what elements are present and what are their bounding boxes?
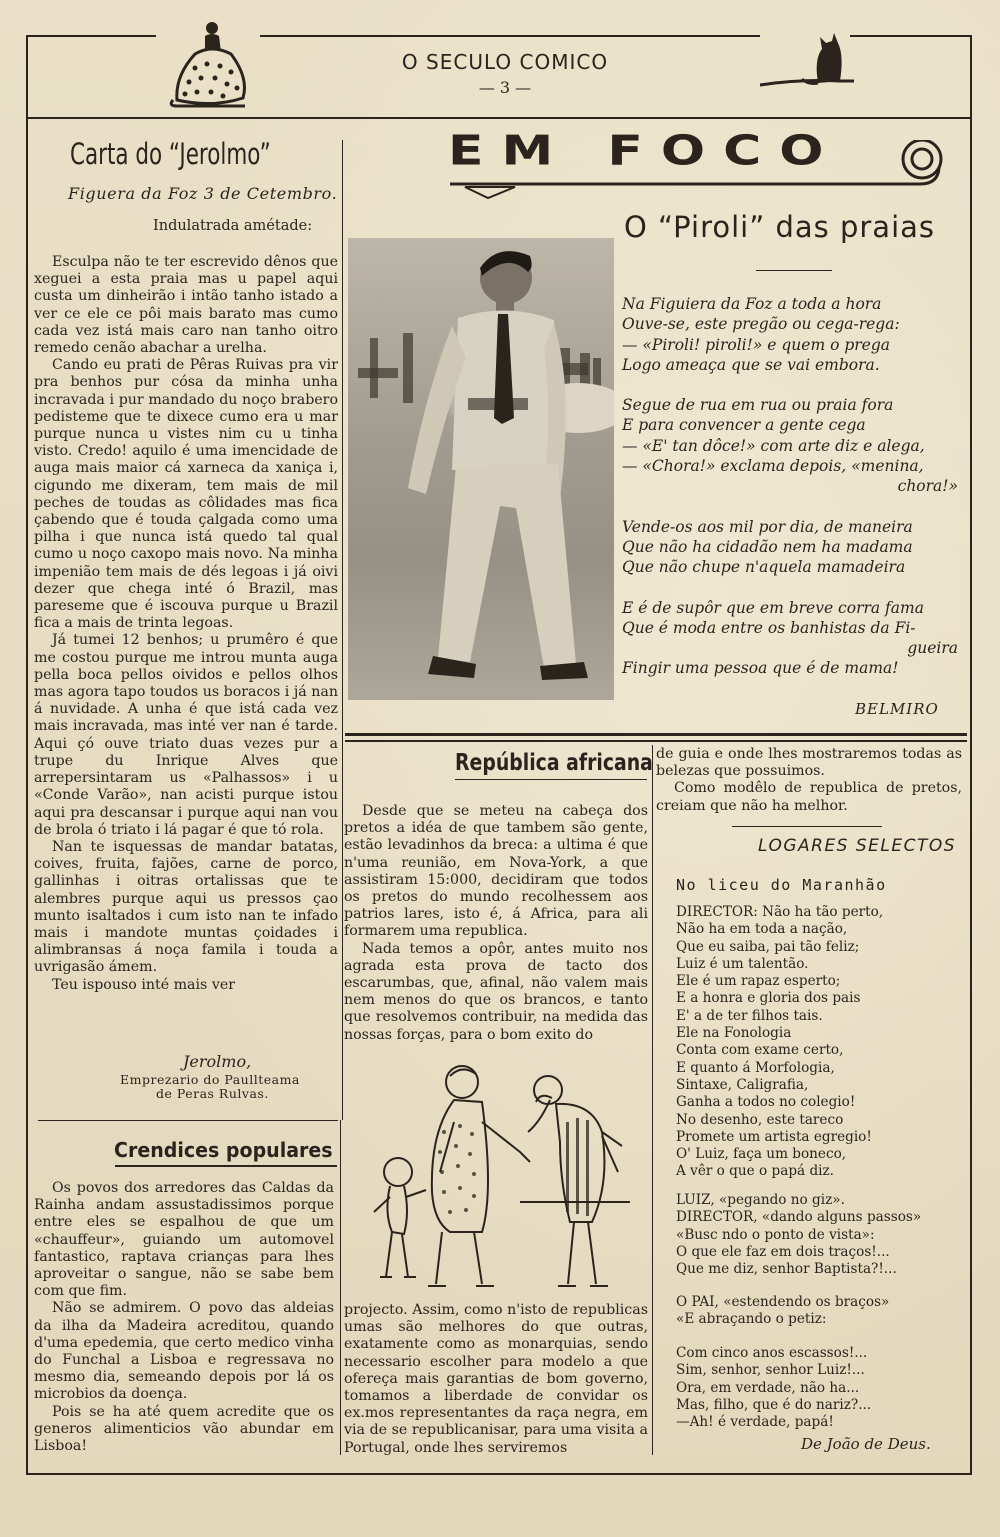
republica-title: República africana xyxy=(455,750,653,776)
republica-paragraph: de guia e onde lhes mostraremos todas as belezas que possuimos. xyxy=(656,746,962,780)
piroli-title: O “Piroli” das praias xyxy=(624,210,936,244)
poem-line: chora!» xyxy=(897,477,958,496)
frame-bottom xyxy=(26,1473,972,1475)
verse-line: Ganha a todos no colegio! xyxy=(676,1094,856,1111)
poem-line: Vende-os aos mil por dia, de maneira xyxy=(622,517,913,536)
poem-line: Na Figuiera da Foz a toda a hora xyxy=(622,295,882,313)
verse-line: Ora, em verdade, não ha... xyxy=(676,1379,860,1396)
frame-top-far-right xyxy=(850,35,972,37)
divider xyxy=(115,1165,337,1167)
carta-title: Carta do “Jerolmo” xyxy=(70,137,271,171)
carta-paragraph: Teu ispouso inté mais ver xyxy=(52,976,236,993)
carta-paragraph: Já tumei 12 benhos; u prumêro é que me costou purque me introu munta auga pella boca pellos oividos e pellos olhos mas agora tapo toudos us boracos i já nan á nuvidade. A unha é que istá cada vez mais incravada, mas inté ver nan é tarde. Aqui çó ouve triato duas vezes pur a trupe du Inrique Alves que arrepersintaram us «Palhassos» i u «Conde Varão», nan acisti purque istou aqui pra descansar i purque aqui nan vou de brola ó triato i lá pagar é que tó rola. xyxy=(34,632,338,838)
carta-body xyxy=(34,254,338,994)
logares-verse xyxy=(676,1192,921,1278)
crendices-paragraph: Os povos dos arredores das Caldas da Rainha andam assustadissimos porque entre eles se espalhou de que um «chauffeur», guiando um automovel fantastico, raptava crianças para lhes aproveitar o sangue, não se sabe bem com que fim. xyxy=(34,1180,334,1300)
republica-col2 xyxy=(656,746,962,815)
verse-line: E quanto á Morfologia, xyxy=(676,1059,835,1076)
em-foco-banner: EM FOCO xyxy=(448,128,842,175)
column-rule-left xyxy=(342,140,343,1120)
carta-dateline: Figuera da Foz 3 de Cetembro. xyxy=(68,184,338,203)
column-rule-republica xyxy=(652,745,653,1455)
divider xyxy=(732,826,882,827)
carta-signature-title: Emprezario do Paullteama xyxy=(120,1072,300,1087)
swirl-ornament-icon xyxy=(450,140,950,202)
verse-line: LUIZ, «pegando no giz». xyxy=(676,1192,845,1208)
divider xyxy=(455,779,647,780)
frame-top-right xyxy=(260,35,760,37)
poem-line: — «Chora!» exclama depois, «menina, xyxy=(622,457,924,476)
verse-line: DIRECTOR, «dando alguns passos» xyxy=(676,1209,922,1226)
divider xyxy=(38,1120,338,1121)
verse-line: O PAI, «estendendo os braços» xyxy=(676,1294,890,1310)
column-rule-left-lower xyxy=(340,1120,341,1455)
poem-line: E é de supôr que em breve corra fama xyxy=(622,598,924,617)
logares-author: De João de Deus. xyxy=(801,1435,931,1453)
carta-signature: Jerolmo, xyxy=(183,1052,252,1071)
logares-subtitle: No liceu do Maranhão xyxy=(676,876,887,894)
poem-line: Que não chupe n'aquela mamadeira xyxy=(622,558,906,577)
verse-line: Promete um artista egregio! xyxy=(676,1128,872,1145)
frame-left xyxy=(26,35,28,1475)
poem-line: Que não ha cidadão nem ha madama xyxy=(622,537,913,556)
poem-stanza xyxy=(622,395,962,496)
piroli-author: BELMIRO xyxy=(855,700,939,718)
cat-ornament-icon xyxy=(760,25,855,93)
frame-top-left xyxy=(26,35,156,37)
man-figure-icon xyxy=(348,238,614,700)
republica-body-continued xyxy=(344,1302,648,1457)
crendices-body xyxy=(34,1180,334,1455)
double-rule-2 xyxy=(345,740,967,742)
carta-paragraph: Esculpa não te ter escrevido dênos que xeguei a esta praia mas u papel aqui custa um dinheirão i intão tanho istado a ver ce ele ce pôi mais barato mas cumo cada vez istá mais caro nan tanho oitro remedo cenão abachar a urelha. xyxy=(34,254,338,357)
poem-line: Fingir uma pessoa que é de mama! xyxy=(622,659,899,678)
divider xyxy=(756,270,832,271)
verse-line: E' a de ter filhos tais. xyxy=(676,1007,823,1024)
poem-stanza xyxy=(622,294,962,375)
logares-verse xyxy=(676,904,883,1181)
verse-line: Luiz é um talentão. xyxy=(676,955,809,972)
carta-salutation: Indulatrada amétade: xyxy=(153,218,313,234)
poem-stanza xyxy=(622,517,962,578)
poem-line: Segue de rua em rua ou praia fora xyxy=(622,396,894,415)
verse-line: Conta com exame certo, xyxy=(676,1042,844,1059)
poem-line: — «E' tan dôce!» com arte diz e alega, xyxy=(622,436,925,455)
piroli-photo xyxy=(348,238,614,700)
logares-verse xyxy=(676,1345,871,1431)
logares-verse xyxy=(676,1294,889,1329)
carta-signature-title: de Peras Rulvas. xyxy=(156,1086,269,1101)
republica-paragraph: Como modêlo de republica de pretos, creiam que não ha melhor. xyxy=(656,780,962,814)
carta-paragraph: Cando eu prati de Pêras Ruivas pra vir pra benhos pur cósa da minha unha incravada i pur mandado du noço brabero pedisteme que te dixece cumo era u mar purque nunca u vistes nim cu u tinha visto. Credo! aquilo é uma imencidade de auga mais maior cá xarneca da xaniça i, cigundo me dixeram, tem mais de mil peches de toudas as côlidades mas fica çabendo que é touda çalgada como uma pilha i que nunca istá quedo tal qual cumo u noço caxopo mais novo. Na minha impenião tem mais de dés legoas i já oivi dezer que chega inté ó Brazil, mas pareseme que é iscouva purque u Brazil fica a mais de trinta legoas. xyxy=(34,357,338,632)
cartoon-illustration-icon xyxy=(370,1062,640,1297)
verse-line: No desenho, este tareco xyxy=(676,1111,844,1128)
poem-stanza xyxy=(622,598,962,679)
verse-line: Que eu saiba, pai tão feliz; xyxy=(676,938,860,955)
piroli-poem xyxy=(622,294,962,687)
verse-line: Ele na Fonologia xyxy=(676,1025,792,1042)
page-number: — 3 — xyxy=(478,78,532,97)
republica-paragraph: projecto. Assim, como n'isto de republicas umas são melhores do que outras, exatamente como as monarquias, sendo necessario escolher para modelo a que ofereça mais garantias de bom governo, tomamos a liberdade de convidar os ex.mos representantes da raça negra, em via de se republicanisar, para uma visita a Portugal, onde lhes serviremos xyxy=(344,1302,648,1456)
poem-line: — «Piroli! piroli!» e quem o prega xyxy=(622,335,891,354)
carta-paragraph: Nan te isquessas de mandar batatas, coives, fruita, fajões, carne de porco, gallinhas i oitras ortalissas que te alembres purque aqui us pressos çao munto isaltados i cum isto nan te infado mais i mandote muntas çoidades i alimbransas á noça famila i touda a uvrigasão ámem. xyxy=(34,838,338,976)
verse-line: E a honra e gloria dos pais xyxy=(676,990,861,1007)
verse-line: Que me diz, senhor Baptista?!... xyxy=(676,1261,897,1278)
poem-line: gueira xyxy=(907,639,958,658)
verse-line: —Ah! é verdade, papá! xyxy=(676,1414,834,1431)
logares-title: LOGARES SELECTOS xyxy=(758,836,957,856)
republica-paragraph: Nada temos a opôr, antes muito nos agrada esta prova de tacto dos escarumbas, que, afinal, não valem mais nem menos do que os brancos, e tanto que resolvemos contribuir, na medida das nossas forças, para o bom exito do xyxy=(344,940,648,1043)
verse-line: O' Luiz, faça um boneco, xyxy=(676,1146,847,1163)
dancer-ornament-icon xyxy=(165,18,255,108)
poem-line: Que é moda entre os banhistas da Fi- xyxy=(622,618,916,637)
verse-line: Sim, senhor, senhor Luiz!... xyxy=(676,1362,865,1379)
masthead-title: O SECULO COMICO xyxy=(401,50,609,74)
poem-line: Ouve-se, este pregão ou cega-rega: xyxy=(622,315,900,334)
masthead-underline xyxy=(26,117,972,119)
verse-line: Com cinco anos escassos!... xyxy=(676,1345,868,1361)
verse-line: Ele é um rapaz esperto; xyxy=(676,973,841,990)
verse-line: Mas, filho, que é do nariz?... xyxy=(676,1396,872,1413)
verse-line: «E abraçando o petiz: xyxy=(676,1311,827,1328)
verse-line: DIRECTOR: Não ha tão perto, xyxy=(676,904,884,920)
verse-line: O que ele faz em dois traços!... xyxy=(676,1243,890,1260)
republica-body xyxy=(344,803,648,1044)
verse-line: A vêr o que o papá diz. xyxy=(676,1163,834,1180)
crendices-paragraph: Não se admirem. O povo das aldeias da ilha da Madeira acreditou, quando d'uma epedemia, que certo medico vinha do Funchal a Lisboa e regressava no mesmo dia, semeando depois por lá os microbios da doença. xyxy=(34,1300,334,1403)
verse-line: «Busc ndo o ponto de vista»: xyxy=(676,1226,875,1243)
poem-line: E para convencer a gente cega xyxy=(622,416,866,435)
crendices-title: Crendices populares xyxy=(114,1138,333,1162)
verse-line: Sintaxe, Caligrafia, xyxy=(676,1076,809,1093)
crendices-paragraph: Pois se ha até quem acredite que os generos alimenticios vão abundar em Lisboa! xyxy=(34,1403,334,1455)
frame-right xyxy=(970,35,972,1475)
verse-line: Não ha em toda a nação, xyxy=(676,921,848,938)
double-rule-1 xyxy=(345,733,967,736)
poem-line: Logo ameaça que se vai embora. xyxy=(622,355,880,374)
republica-paragraph: Desde que se meteu na cabeça dos pretos a idéa de que tambem são gente, estão levadinhos da breca: a ultima é que n'uma reunião, em Nova-York, a que assistiram 15:000, decidiram que todos os pretos do mundo recolhessem aos patrios lares, isto é, á Africa, para ali formarem uma republica. xyxy=(344,803,648,940)
